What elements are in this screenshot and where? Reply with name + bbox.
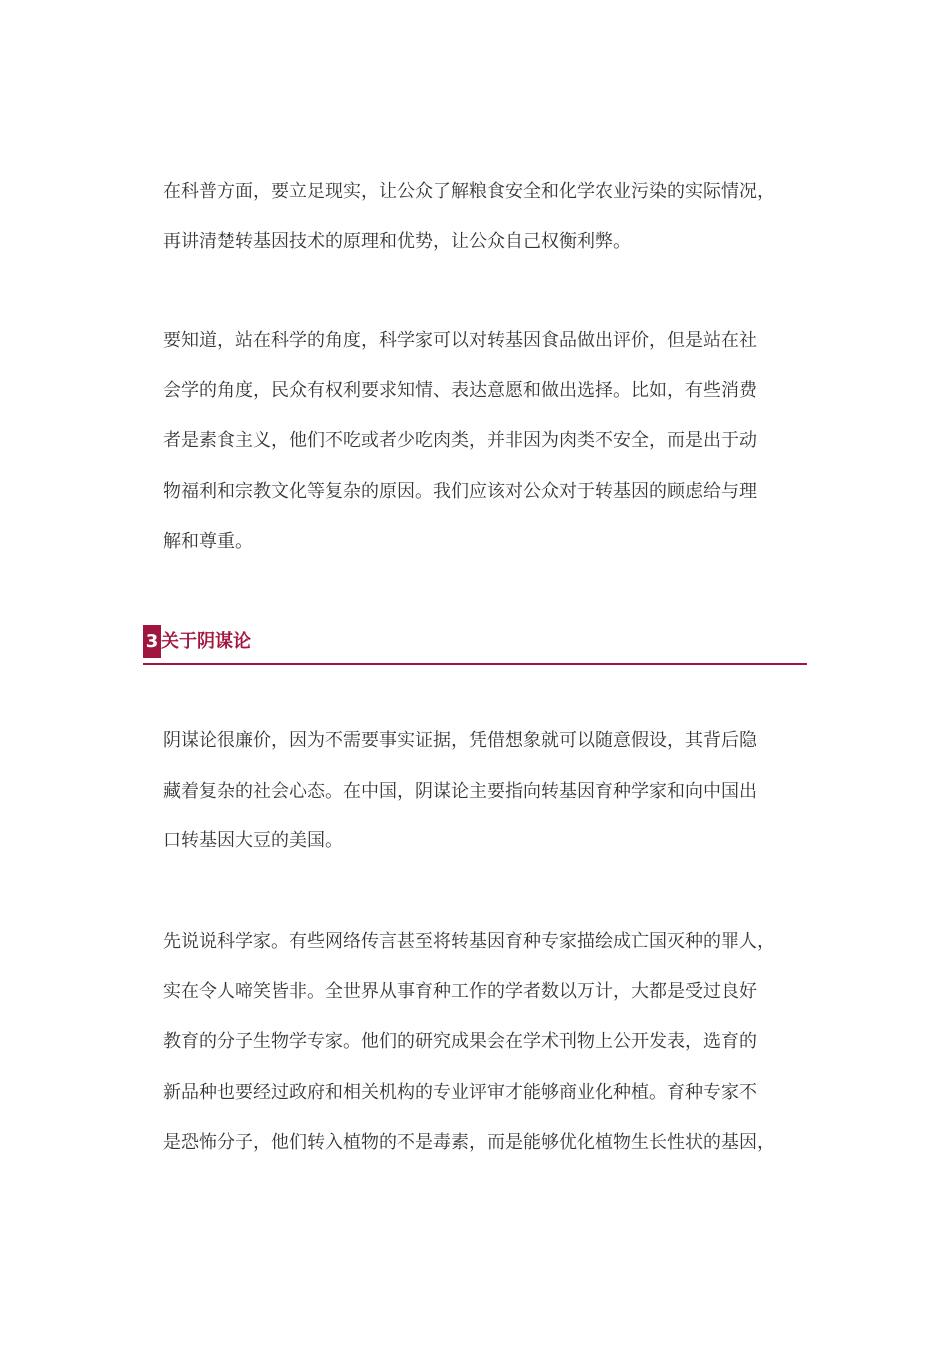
- paragraph-4-line-2: 实在令人啼笑皆非。全世界从事育种工作的学者数以万计，大都是受过良好: [163, 981, 757, 1002]
- paragraph-2-line-4: 物福利和宗教文化等复杂的原因。我们应该对公众对于转基因的顾虑给与理: [163, 481, 757, 502]
- section-number-badge: 3: [143, 625, 161, 658]
- paragraph-2-line-1: 要知道，站在科学的角度，科学家可以对转基因食品做出评价，但是站在社: [163, 330, 757, 351]
- section-heading: [143, 625, 807, 665]
- paragraph-4-line-1: 先说说科学家。有些网络传言甚至将转基因育种专家描绘成亡国灭种的罪人，: [163, 931, 775, 952]
- paragraph-4-line-4: 新品种也要经过政府和相关机构的专业评审才能够商业化种植。育种专家不: [163, 1082, 757, 1103]
- paragraph-1-line-2: 再讲清楚转基因技术的原理和优势，让公众自己权衡利弊。: [163, 231, 631, 252]
- paragraph-2-line-5: 解和尊重。: [163, 531, 253, 552]
- paragraph-3-line-2: 藏着复杂的社会心态。在中国，阴谋论主要指向转基因育种学家和向中国出: [163, 781, 757, 802]
- paragraph-2-line-3: 者是素食主义，他们不吃或者少吃肉类，并非因为肉类不安全，而是出于动: [163, 430, 757, 451]
- paragraph-4-line-3: 教育的分子生物学专家。他们的研究成果会在学术刊物上公开发表，选育的: [163, 1031, 757, 1052]
- paragraph-2-line-2: 会学的角度，民众有权利要求知情、表达意愿和做出选择。比如，有些消费: [163, 380, 757, 401]
- paragraph-3-line-3: 口转基因大豆的美国。: [163, 830, 343, 851]
- paragraph-4-line-5: 是恐怖分子，他们转入植物的不是毒素，而是能够优化植物生长性状的基因，: [163, 1132, 775, 1153]
- paragraph-1-line-1: 在科普方面，要立足现实，让公众了解粮食安全和化学农业污染的实际情况，: [163, 181, 775, 202]
- paragraph-3-line-1: 阴谋论很廉价，因为不需要事实证据，凭借想象就可以随意假设，其背后隐: [163, 730, 757, 751]
- section-title: 关于阴谋论: [161, 631, 251, 652]
